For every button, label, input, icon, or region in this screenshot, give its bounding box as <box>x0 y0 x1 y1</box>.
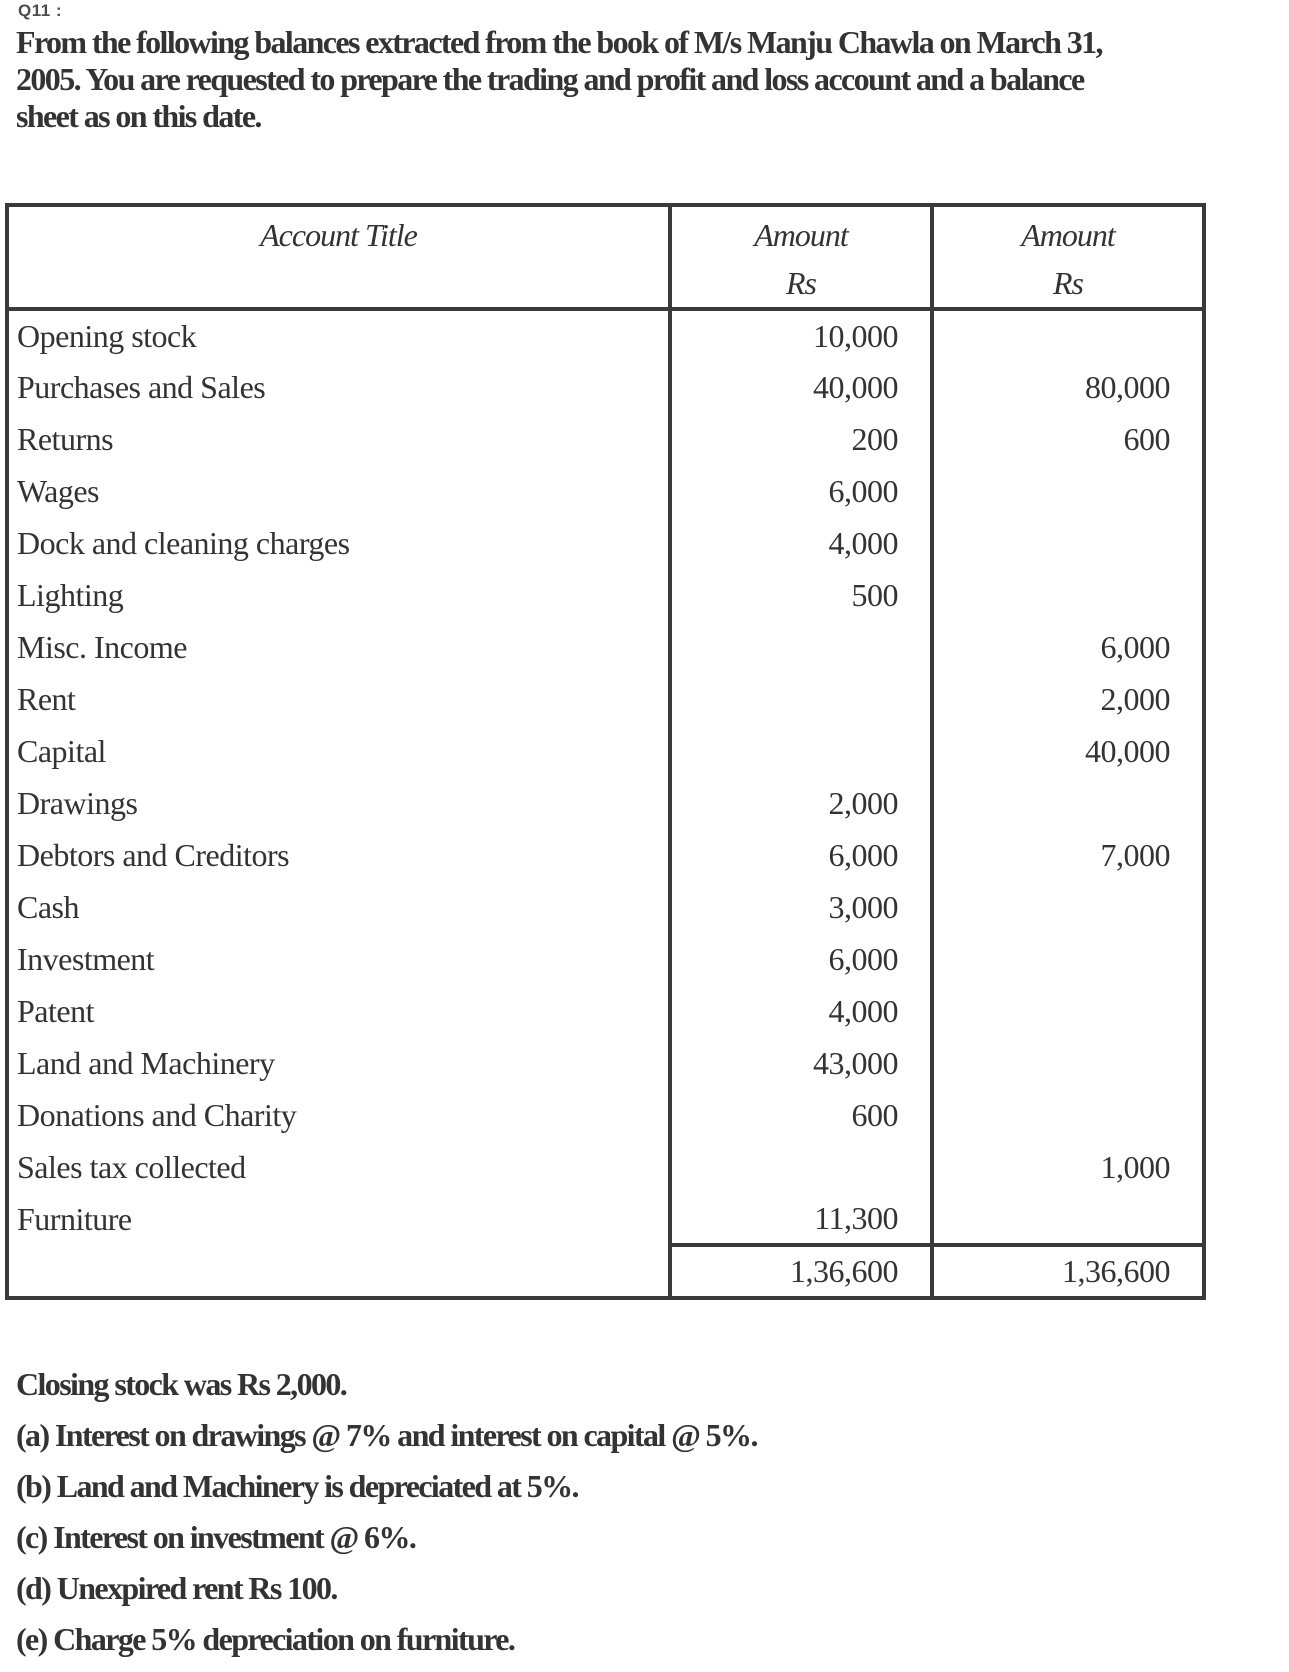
account-title: Furniture <box>7 1193 670 1245</box>
table-row <box>7 1037 1204 1089</box>
table-row <box>7 465 1204 517</box>
table-row <box>7 309 1204 361</box>
table-row <box>7 777 1204 829</box>
note-d: (d) Unexpired rent Rs 100. <box>16 1570 337 1606</box>
account-title: Debtors and Creditors <box>7 829 670 881</box>
header-row <box>7 205 1204 309</box>
account-title: Cash <box>7 881 670 933</box>
debit-amount: 6,000 <box>670 933 932 985</box>
account-title: Sales tax collected <box>7 1141 670 1193</box>
note-a: (a) Interest on drawings @ 7% and interest on capital @ 5%. <box>16 1417 757 1453</box>
credit-amount: 1,000 <box>932 1141 1204 1193</box>
credit-amount <box>932 881 1204 933</box>
question-number: Q11 : <box>18 1 63 20</box>
credit-amount <box>932 1193 1204 1245</box>
note-c: (c) Interest on investment @ 6%. <box>16 1519 416 1555</box>
account-title: Drawings <box>7 777 670 829</box>
debit-amount: 10,000 <box>670 309 932 361</box>
table-row <box>7 725 1204 777</box>
account-title: Wages <box>7 465 670 517</box>
account-title: Land and Machinery <box>7 1037 670 1089</box>
debit-amount: 4,000 <box>670 985 932 1037</box>
credit-amount: 6,000 <box>932 621 1204 673</box>
account-title: Investment <box>7 933 670 985</box>
note-e: (e) Charge 5% depreciation on furniture. <box>16 1621 515 1657</box>
table-row <box>7 933 1204 985</box>
table-row <box>7 361 1204 413</box>
table-row <box>7 985 1204 1037</box>
credit-amount <box>932 933 1204 985</box>
debit-amount: 11,300 <box>670 1193 932 1245</box>
table-row <box>7 569 1204 621</box>
header-amount-credit-unit: Rs <box>1053 265 1083 301</box>
credit-amount <box>932 309 1204 361</box>
header-amount-credit-label: Amount <box>1021 217 1115 253</box>
table-row <box>7 621 1204 673</box>
credit-amount <box>932 985 1204 1037</box>
total-debit-amount: 1,36,600 <box>670 1245 932 1298</box>
table-row <box>7 1193 1204 1245</box>
credit-amount <box>932 1089 1204 1141</box>
debit-amount: 500 <box>670 569 932 621</box>
total-credit-amount: 1,36,600 <box>932 1245 1204 1298</box>
debit-amount: 4,000 <box>670 517 932 569</box>
table-row <box>7 517 1204 569</box>
credit-amount <box>932 777 1204 829</box>
debit-amount: 2,000 <box>670 777 932 829</box>
table-row <box>7 881 1204 933</box>
debit-amount: 600 <box>670 1089 932 1141</box>
account-title: Misc. Income <box>7 621 670 673</box>
table-row <box>7 1089 1204 1141</box>
account-title: Rent <box>7 673 670 725</box>
credit-amount: 40,000 <box>932 725 1204 777</box>
account-title: Lighting <box>7 569 670 621</box>
account-title: Patent <box>7 985 670 1037</box>
total-row <box>7 1245 1204 1298</box>
debit-amount: 3,000 <box>670 881 932 933</box>
debit-amount <box>670 725 932 777</box>
debit-amount: 40,000 <box>670 361 932 413</box>
account-title: Capital <box>7 725 670 777</box>
debit-amount: 200 <box>670 413 932 465</box>
header-amount-debit-unit: Rs <box>786 265 816 301</box>
credit-amount: 2,000 <box>932 673 1204 725</box>
credit-amount: 600 <box>932 413 1204 465</box>
account-title: Dock and cleaning charges <box>7 517 670 569</box>
credit-amount: 7,000 <box>932 829 1204 881</box>
header-amount-debit-label: Amount <box>754 217 848 253</box>
note-b: (b) Land and Machinery is depreciated at 5%. <box>16 1468 578 1504</box>
account-title: Purchases and Sales <box>7 361 670 413</box>
table-row <box>7 413 1204 465</box>
credit-amount: 80,000 <box>932 361 1204 413</box>
header-amount-credit <box>932 205 1204 309</box>
account-title: Opening stock <box>7 309 670 361</box>
adjustment-notes <box>16 1366 1276 1672</box>
table-row <box>7 1141 1204 1193</box>
table-row <box>7 673 1204 725</box>
table-row <box>7 829 1204 881</box>
account-title: Donations and Charity <box>7 1089 670 1141</box>
intro-line-3: sheet as on this date. <box>16 98 261 134</box>
debit-amount <box>670 673 932 725</box>
header-account-title-label: Account Title <box>260 217 417 253</box>
table-body <box>7 309 1204 1298</box>
total-label-cell <box>7 1245 670 1298</box>
trial-balance-table <box>5 203 1206 1300</box>
debit-amount <box>670 621 932 673</box>
intro-line-2: 2005. You are requested to prepare the trading and profit and loss account and a balance <box>16 61 1084 97</box>
question-intro <box>16 24 1278 135</box>
account-title: Returns <box>7 413 670 465</box>
header-account-title <box>7 205 670 309</box>
table-header <box>7 205 1204 309</box>
credit-amount <box>932 517 1204 569</box>
debit-amount: 6,000 <box>670 829 932 881</box>
debit-amount <box>670 1141 932 1193</box>
credit-amount <box>932 569 1204 621</box>
intro-line-1: From the following balances extracted from the book of M/s Manju Chawla on March 31, <box>16 24 1102 60</box>
credit-amount <box>932 465 1204 517</box>
closing-stock-note: Closing stock was Rs 2,000. <box>16 1366 347 1402</box>
header-amount-debit <box>670 205 932 309</box>
debit-amount: 6,000 <box>670 465 932 517</box>
credit-amount <box>932 1037 1204 1089</box>
debit-amount: 43,000 <box>670 1037 932 1089</box>
